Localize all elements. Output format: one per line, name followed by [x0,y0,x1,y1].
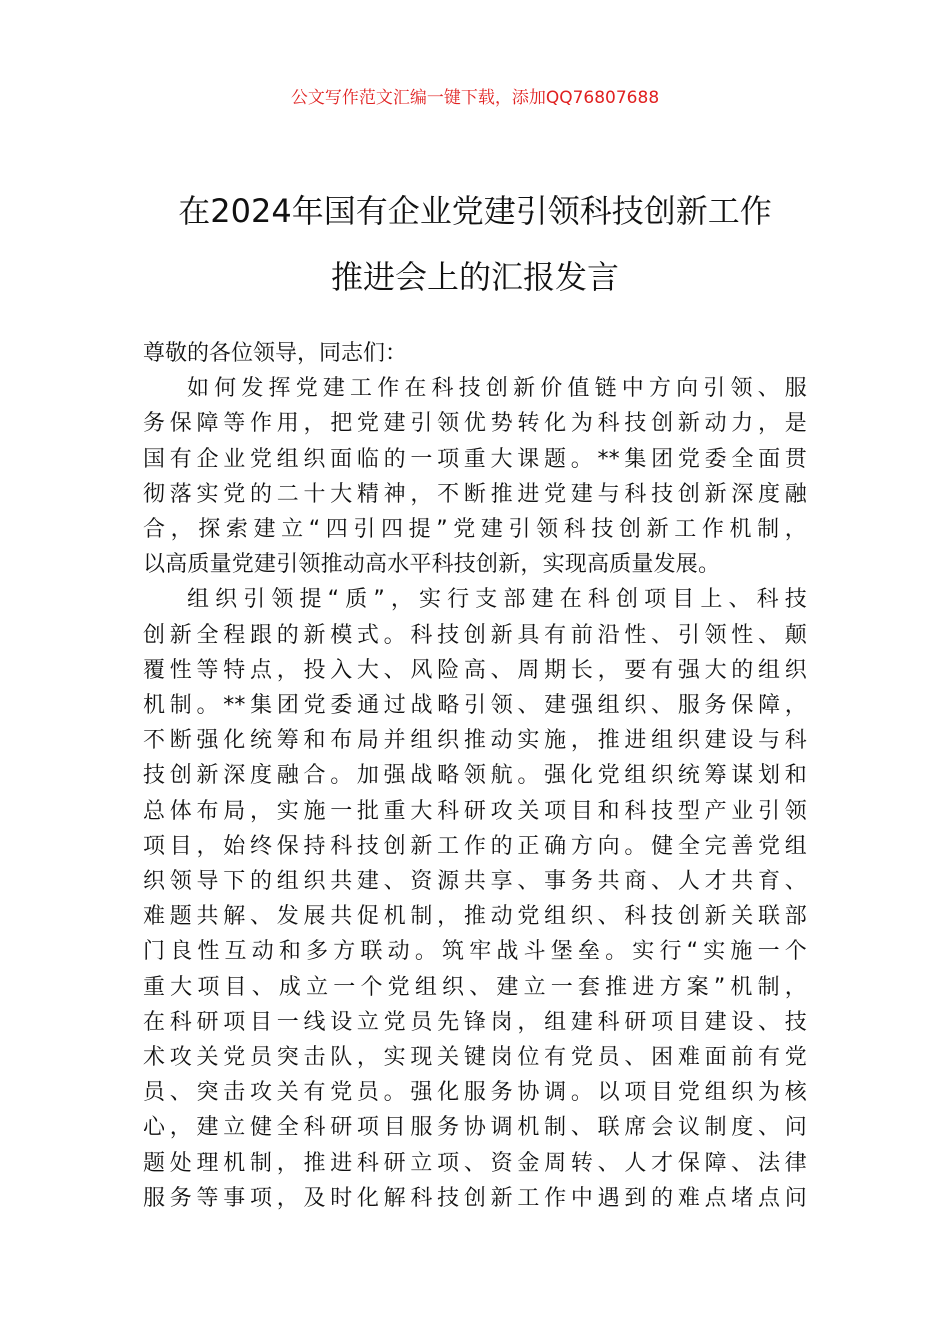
paragraph-line: 国有企业党组织面临的一项重大课题。**集团党委全面贯 [143,446,807,472]
salutation: 尊敬的各位领导，同志们： [143,341,408,366]
paragraph-line: 务保障等作用，把党建引领优势转化为科技创新动力，是 [143,411,807,437]
paragraph-line: 不断强化统筹和布局并组织推动实施，推进组织建设与科 [143,728,807,754]
document-body [143,336,807,1216]
paragraph-line: 技创新深度融合。加强战略领航。强化党组织统筹谋划和 [143,763,807,789]
paragraph-line: 创新全程跟的新模式。科技创新具有前沿性、引领性、颠 [143,622,807,648]
paragraph-line: 心，建立健全科研项目服务协调机制、联席会议制度、问 [143,1115,807,1141]
paragraph-line: 彻落实党的二十大精神，不断推进党建与科技创新深度融 [143,481,807,507]
paragraph-line: 覆性等特点，投入大、风险高、周期长，要有强大的组织 [143,657,807,683]
paragraph-line: 以高质量党建引领推动高水平科技创新，实现高质量发展。 [143,552,721,578]
paragraph-line: 项目，始终保持科技创新工作的正确方向。健全完善党组 [143,833,807,859]
title-line-1: 在2024年国有企业党建引领科技创新工作 [178,192,772,230]
document-title [100,178,850,310]
paragraph-line: 员、突击攻关有党员。强化服务协调。以项目党组织为核 [143,1080,807,1106]
paragraph-line: 题处理机制，推进科研立项、资金周转、人才保障、法律 [143,1150,807,1176]
paragraph-line: 难题共解、发展共促机制，推动党组织、科技创新关联部 [143,904,807,930]
paragraph-1 [143,371,807,582]
title-line-2: 推进会上的汇报发言 [330,258,619,296]
paragraph-line: 术攻关党员突击队，实现关键岗位有党员、困难面前有党 [143,1045,807,1071]
paragraph-line: 总体布局，实施一批重大科研攻关项目和科技型产业引领 [143,798,807,824]
paragraph-line: 机制。**集团党委通过战略引领、建强组织、服务保障， [143,693,807,719]
paragraph-2 [143,582,807,1216]
paragraph-line: 如何发挥党建工作在科技创新价值链中方向引领、服 [187,376,807,402]
paragraph-line: 门良性互动和多方联动。筑牢战斗堡垒。实行“实施一个 [143,939,807,965]
paragraph-line: 织领导下的组织共建、资源共享、事务共商、人才共育、 [143,869,807,895]
paragraph-line: 合，探索建立“四引四提”党建引领科技创新工作机制， [143,517,807,543]
paragraph-line: 服务等事项，及时化解科技创新工作中遇到的难点堵点问 [143,1185,807,1211]
promo-banner: 公文写作范文汇编一键下载，添加QQ76807688 [290,88,660,108]
paragraph-line: 重大项目、成立一个党组织、建立一套推进方案”机制， [143,974,807,1000]
paragraph-line: 组织引领提“质”，实行支部建在科创项目上、科技 [187,587,807,613]
paragraph-line: 在科研项目一线设立党员先锋岗，组建科研项目建设、技 [143,1009,807,1035]
